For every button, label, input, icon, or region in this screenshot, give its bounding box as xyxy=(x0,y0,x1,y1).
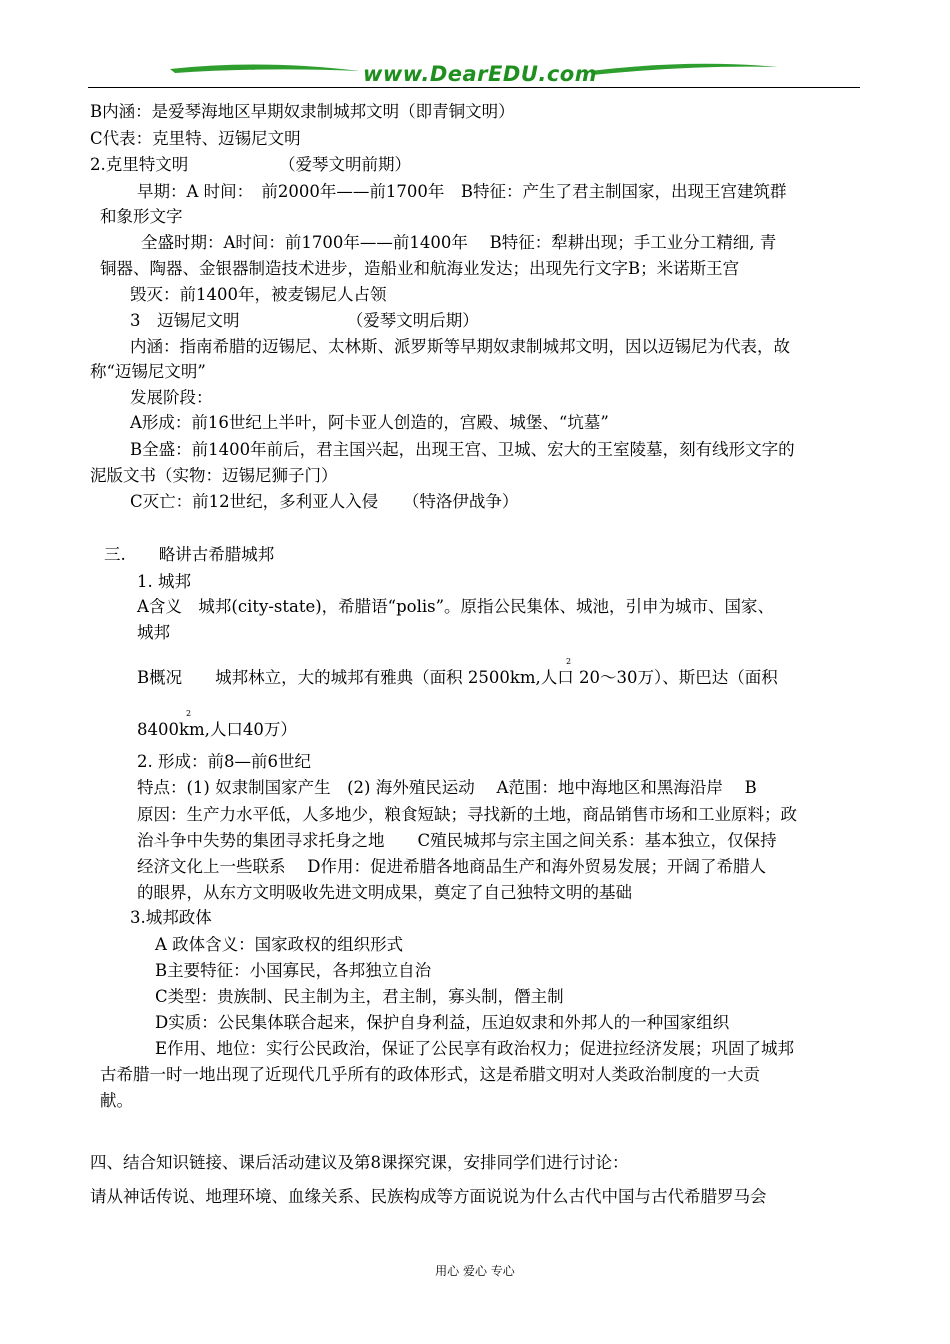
superscript: 2 xyxy=(566,657,572,666)
text-line: 经济文化上一些联系 D作用：促进希腊各地商品生产和海外贸易发展；开阔了希腊人 xyxy=(137,857,766,876)
text-line: 特点：(1) 奴隶制国家产生 (2) 海外殖民运动 A范围：地中海地区和黑海沿岸 B xyxy=(137,778,757,797)
page-footer: 用心 爱心 专心 xyxy=(435,1264,515,1278)
text-line: B内涵：是爱琴海地区早期奴隶制城邦文明（即青铜文明） xyxy=(90,102,515,121)
header-rule xyxy=(88,87,860,88)
text-line: 2. 形成：前8—前6世纪 xyxy=(137,752,311,771)
text-line: 发展阶段： xyxy=(130,388,213,407)
text-line: 城邦 xyxy=(137,623,170,642)
text-line: B全盛：前1400年前后，君主国兴起，出现王宫、卫城、宏大的王室陵墓，刻有线形文字的 xyxy=(130,440,795,459)
text-line: 原因：生产力水平低，人多地少，粮食短缺；寻找新的土地，商品销售市场和工业原料；政 xyxy=(137,805,797,824)
text-line: C灭亡：前12世纪，多利亚人入侵 （特洛伊战争） xyxy=(130,492,519,511)
section-heading: 三. 略讲古希腊城邦 xyxy=(104,545,275,564)
text-line: A形成：前16世纪上半叶，阿卡亚人创造的，宫殿、城堡、“坑墓” xyxy=(130,413,609,432)
text-line: C类型：贵族制、民主制为主，君主制，寡头制，僭主制 xyxy=(155,987,564,1006)
text-line: 的眼界，从东方文明吸收先进文明成果，奠定了自己独特文明的基础 xyxy=(137,883,632,902)
text-line: 早期：A 时间： 前2000年——前1700年 B特征：产生了君主制国家，出现王宫建筑群 xyxy=(137,182,787,201)
text-line: 全盛时期：A时间：前1700年——前1400年 B特征：犁耕出现；手工业分工精细, 青 xyxy=(141,233,777,252)
text-line: 毁灭：前1400年，被麦锡尼人占领 xyxy=(130,285,387,304)
text-line: 古希腊一时一地出现了近现代几乎所有的政体形式，这是希腊文明对人类政治制度的一大贡 xyxy=(100,1065,760,1084)
text-line: 内涵：指南希腊的迈锡尼、太林斯、派罗斯等早期奴隶制城邦文明，因以迈锡尼为代表，故 xyxy=(130,337,790,356)
text-line: 称“迈锡尼文明” xyxy=(90,362,206,381)
text-line: E作用、地位：实行公民政治，保证了公民享有政治权力；促进拉经济发展；巩固了城邦 xyxy=(155,1039,795,1058)
superscript: 2 xyxy=(186,709,192,718)
text-line: 8400km,人口40万） xyxy=(137,720,297,739)
section-heading: 四、结合知识链接、课后活动建议及第8课探究课，安排同学们进行讨论： xyxy=(90,1153,629,1172)
text-line: 3.城邦政体 xyxy=(130,908,212,927)
site-logo-text: www.DearEDU.com xyxy=(363,62,598,86)
text-line: 献。 xyxy=(100,1091,133,1110)
text-line: 请从神话传说、地理环境、血缘关系、民族构成等方面说说为什么古代中国与古代希腊罗马会 xyxy=(90,1187,767,1206)
text-line: D实质：公民集体联合起来，保护自身利益，压迫奴隶和外邦人的一种国家组织 xyxy=(155,1013,730,1032)
text-line: 1. 城邦 xyxy=(137,572,191,591)
text-line: 3 迈锡尼文明 （爱琴文明后期） xyxy=(130,311,479,330)
text-line: B主要特征：小国寡民，各邦独立自治 xyxy=(155,961,432,980)
text-line: 铜器、陶器、金银器制造技术进步，造船业和航海业发达；出现先行文字B；米诺斯王宫 xyxy=(100,259,740,278)
text-line: C代表：克里特、迈锡尼文明 xyxy=(90,129,301,148)
text-line: 泥版文书（实物：迈锡尼狮子门） xyxy=(90,466,338,485)
text-line: 和象形文字 xyxy=(100,207,183,226)
text-line: A含义 城邦(city-state)，希腊语“polis”。原指公民集体、城池，引申为城市、国家、 xyxy=(137,597,775,616)
text-line: B概况 城邦林立，大的城邦有雅典（面积 2500km,人口 20～30万）、斯巴达（面积 xyxy=(137,668,778,687)
text-line: A 政体含义：国家政权的组织形式 xyxy=(155,935,404,954)
text-line: 治斗争中失势的集团寻求托身之地 C殖民城邦与宗主国之间关系：基本独立，仅保持 xyxy=(137,831,777,850)
text-line: 2.克里特文明 （爱琴文明前期） xyxy=(90,155,411,174)
